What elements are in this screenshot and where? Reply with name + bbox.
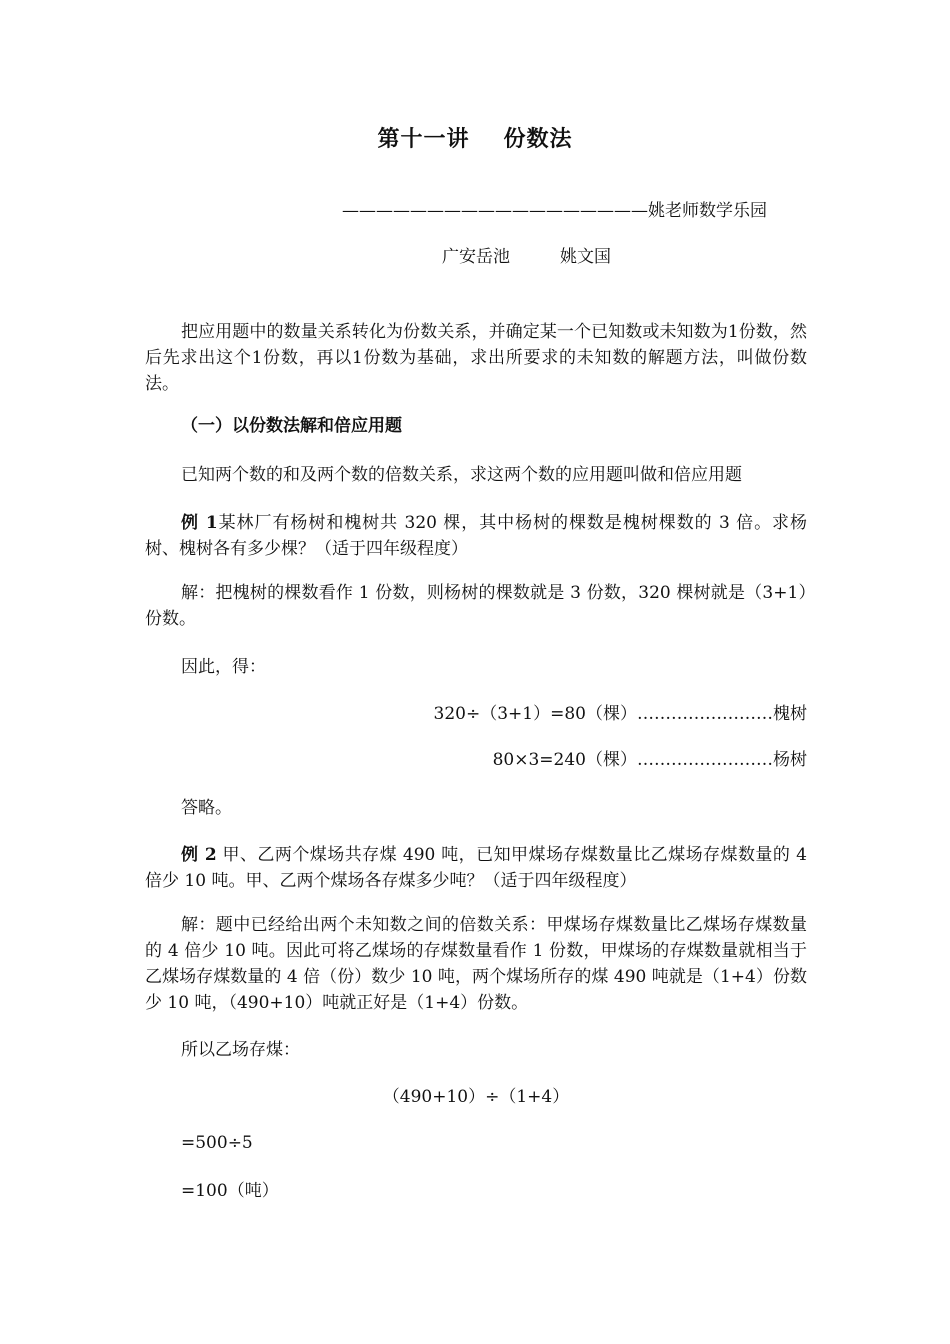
example2-label: 例 2 xyxy=(181,845,217,865)
example2-equation-3: =100（吨） xyxy=(181,1181,279,1201)
example1-label: 例 1 xyxy=(181,513,218,533)
title-lecture: 第十一讲 xyxy=(377,126,470,152)
page-title xyxy=(0,122,950,153)
section-heading: （一）以份数法解和倍应用题 xyxy=(181,416,402,436)
title-topic: 份数法 xyxy=(503,126,573,152)
example1-solution: 解：把槐树的棵数看作 1 份数，则杨树的棵数就是 3 份数，320 棵树就是（3+1）份数。 xyxy=(145,583,807,629)
example2-solution: 解：题中已经给出两个未知数之间的倍数关系：甲煤场存煤数量比乙煤场存煤数量的 4 倍少 10 吨。因此可将乙煤场的存煤数量看作 1 份数，甲煤场的存煤数量就相当于乙煤场存煤数量的 4 倍（份）数少 10 吨，两个煤场所存的煤 490 吨就是（1+4）份数少 10 吨，（490+10）吨就正好是（1+4）份数。 xyxy=(145,915,807,1013)
author-name: 姚文国 xyxy=(560,247,611,267)
example2-equation-2: =500÷5 xyxy=(181,1133,253,1153)
example2-equation-1: （490+10）÷（1+4） xyxy=(382,1087,570,1107)
example1-paragraph xyxy=(145,510,807,562)
author-place: 广安岳池 xyxy=(442,247,510,267)
author-line xyxy=(442,244,742,270)
example2-so: 所以乙场存煤： xyxy=(181,1040,300,1060)
intro-paragraph: 把应用题中的数量关系转化为份数关系，并确定某一个已知数或未知数为1份数，然后先求出这个1份数，再以1份数为基础，求出所要求的未知数的解题方法，叫做份数法。 xyxy=(145,322,807,394)
example1-therefore: 因此，得： xyxy=(181,657,266,677)
example1-text: 某林厂有杨树和槐树共 320 棵，其中杨树的棵数是槐树棵数的 3 倍。求杨树、槐树各有多少棵？（适于四年级程度） xyxy=(145,513,807,559)
section-description: 已知两个数的和及两个数的倍数关系，求这两个数的应用题叫做和倍应用题 xyxy=(181,465,742,485)
example2-paragraph xyxy=(145,842,807,894)
example1-answer: 答略。 xyxy=(181,798,232,818)
byline: ——————————————————姚老师数学乐园 xyxy=(342,201,767,221)
example1-equation-2: 80×3=240（棵）……………………杨树 xyxy=(492,750,807,770)
example1-equation-1: 320÷（3+1）=80（棵）……………………槐树 xyxy=(433,704,807,724)
example2-text: 甲、乙两个煤场共存煤 490 吨，已知甲煤场存煤数量比乙煤场存煤数量的 4 倍少 10 吨。甲、乙两个煤场各存煤多少吨？（适于四年级程度） xyxy=(145,845,807,891)
